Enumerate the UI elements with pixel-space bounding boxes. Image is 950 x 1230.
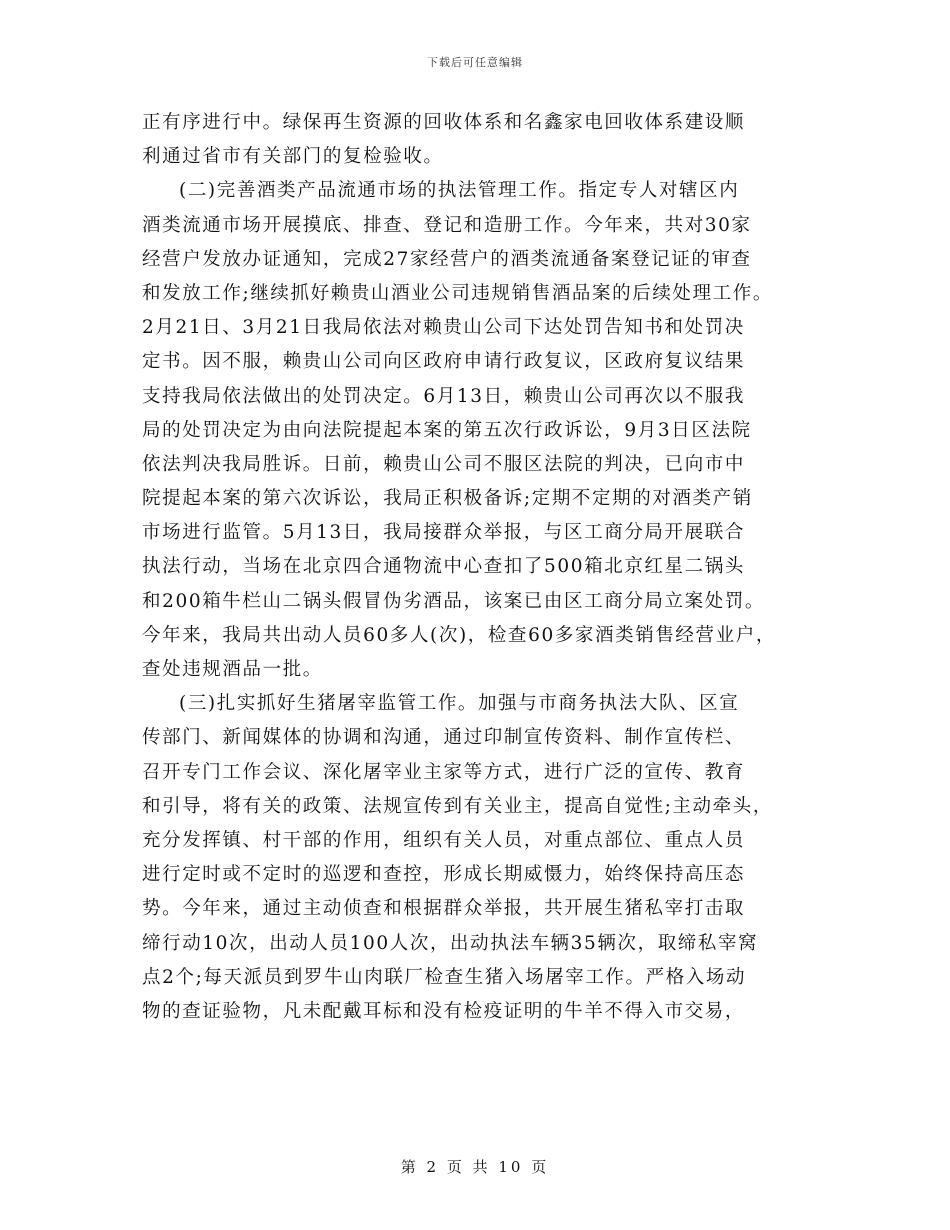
text-line: 和引导，将有关的政策、法规宣传到有关业主，提高自觉性;主动牵头， xyxy=(142,795,773,817)
text-line: 执法行动，当场在北京四合通物流中心查扣了500箱北京红星二锅头 xyxy=(142,556,745,578)
document-body xyxy=(142,106,832,1029)
text-line: 点2个;每天派员到罗牛山肉联厂检查生猪入场屠宰工作。严格入场动 xyxy=(142,966,747,988)
page-header: 下载后可任意编辑 xyxy=(427,56,523,69)
text-line: 院提起本案的第六次诉讼，我局正积极备诉;定期不定期的对酒类产销 xyxy=(142,488,753,510)
text-line: 势。今年来，通过主动侦查和根据群众举报，共开展生猪私宰打击取 xyxy=(142,898,746,920)
text-line: (三)扎实抓好生猪屠宰监管工作。加强与市商务执法大队、区宣 xyxy=(179,693,740,715)
text-line: 充分发挥镇、村干部的作用，组织有关人员，对重点部位、重点人员 xyxy=(142,829,746,851)
text-line: 酒类流通市场开展摸底、排查、登记和造册工作。今年来，共对30家 xyxy=(142,214,752,236)
text-line: 局的处罚决定为由向法院提起本案的第五次行政诉讼，9月3日区法院 xyxy=(142,419,752,441)
text-line: 查处违规酒品一批。 xyxy=(142,659,323,680)
text-line: 2月21日、3月21日我局依法对赖贵山公司下达处罚告知书和处罚决 xyxy=(142,317,745,339)
text-line: 支持我局依法做出的处罚决定。6月13日，赖贵山公司再次以不服我 xyxy=(142,385,745,407)
text-line: 召开专门工作会议、深化屠宰业主家等方式，进行广泛的宣传、教育 xyxy=(142,761,746,783)
text-line: 和发放工作;继续抓好赖贵山酒业公司违规销售酒品案的后续处理工作。 xyxy=(142,282,773,304)
page-footer: 第 2 页 共 10 页 xyxy=(400,1158,550,1176)
text-line: 定书。因不服，赖贵山公司向区政府申请行政复议，区政府复议结果 xyxy=(142,351,746,373)
text-line: 和200箱牛栏山二锅头假冒伪劣酒品，该案已由区工商分局立案处罚。 xyxy=(142,590,766,612)
text-line: 经营户发放办证通知，完成27家经营户的酒类流通备案登记证的审查 xyxy=(142,248,752,270)
text-line: 正有序进行中。绿保再生资源的回收体系和名鑫家电回收体系建设顺 xyxy=(142,112,746,133)
text-line: 依法判决我局胜诉。日前，赖贵山公司不服区法院的判决，已向市中 xyxy=(142,453,746,475)
text-line: (二)完善酒类产品流通市场的执法管理工作。指定专人对辖区内 xyxy=(179,180,740,202)
text-line: 缔行动10次，出动人员100人次，出动执法车辆35辆次，取缔私宰窝 xyxy=(142,932,759,954)
text-line: 物的查证验物，凡未配戴耳标和没有检疫证明的牛羊不得入市交易， xyxy=(142,1000,746,1022)
text-line: 今年来，我局共出动人员60多人(次)，检查60多家酒类销售经营业户， xyxy=(142,624,776,646)
text-line: 利通过省市有关部门的复检验收。 xyxy=(142,146,444,168)
text-line: 传部门、新闻媒体的协调和沟通，通过印制宣传资料、制作宣传栏、 xyxy=(142,727,746,749)
text-line: 市场进行监管。5月13日，我局接群众举报，与区工商分局开展联合 xyxy=(142,522,745,544)
text-line: 进行定时或不定时的巡逻和查控，形成长期威慑力，始终保持高压态 xyxy=(142,864,746,886)
